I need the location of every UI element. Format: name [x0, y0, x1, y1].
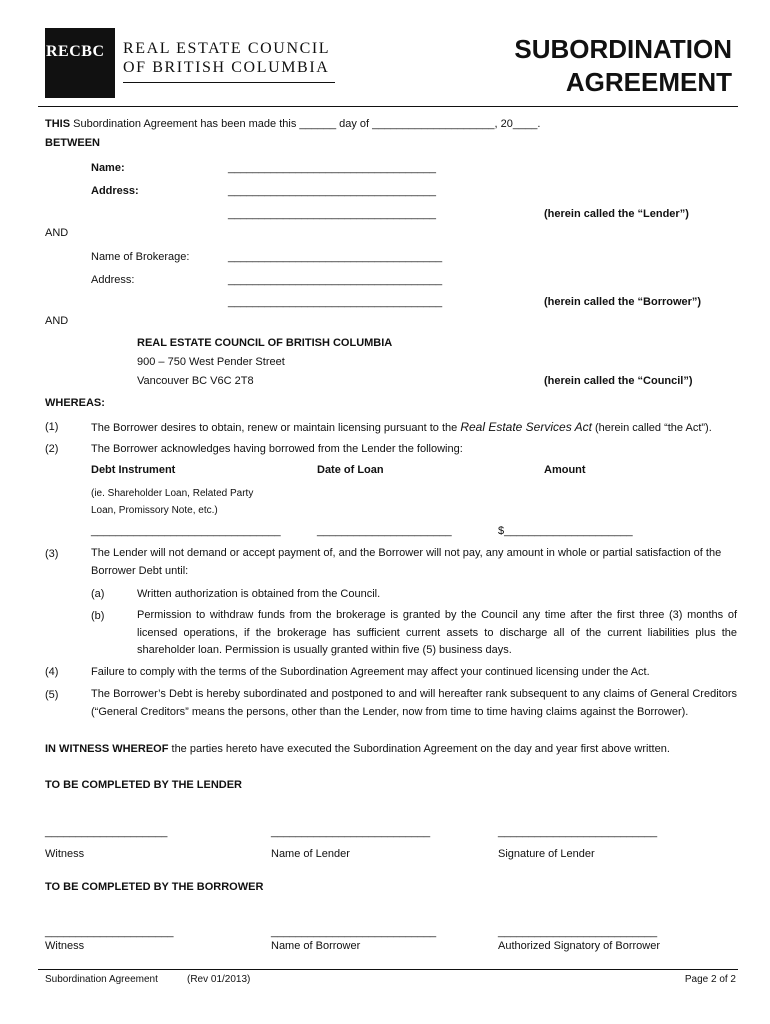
clause-3-number: (3): [45, 548, 59, 560]
clause-5-number: (5): [45, 689, 59, 701]
council-herein: (herein called the “Council”): [544, 375, 693, 387]
logo-mark: RECBC: [46, 43, 105, 60]
footer-revision: (Rev 01/2013): [187, 974, 251, 985]
in-witness-rest: the parties hereto have executed the Subordination Agreement on the day and year first above written.: [168, 743, 670, 755]
borrower-herein: (herein called the “Borrower”): [544, 296, 702, 308]
debt-instrument-header: Debt Instrument: [91, 464, 176, 476]
lender-signature-line[interactable]: __________________________: [498, 826, 658, 838]
lender-name-line[interactable]: __________________________________: [228, 162, 437, 174]
logo-line-1: REAL ESTATE COUNCIL: [123, 40, 331, 57]
header-divider: [38, 106, 738, 107]
clause-3-text: The Lender will not demand or accept payment of, and the Borrower will not pay, any amount in whole or partial satisfaction of the Borrower Debt until:: [91, 547, 722, 577]
amount-header: Amount: [544, 464, 586, 476]
page-title: [514, 33, 732, 99]
footer-page-number: Page 2 of 2: [684, 974, 736, 985]
logo-underline: [123, 82, 335, 83]
lender-name-sign-line[interactable]: __________________________: [271, 826, 431, 838]
borrower-address-label: Address:: [91, 274, 135, 286]
lender-signature-label: Signature of Lender: [498, 848, 595, 860]
intro-this: THIS: [45, 118, 71, 130]
clause-3a-text: Written authorization is obtained from the Council.: [137, 588, 381, 600]
logo-wordmark: [123, 39, 330, 77]
intro-sentence: [45, 118, 540, 130]
lender-address-line-2[interactable]: __________________________________: [228, 208, 437, 220]
clause-2-text: The Borrower acknowledges having borrowed from the Lender the following:: [91, 443, 463, 455]
clause-2-number: (2): [45, 443, 59, 455]
debt-note-line-2: Loan, Promissory Note, etc.): [91, 505, 218, 516]
lender-name-sign-label: Name of Lender: [271, 848, 350, 860]
debt-note-line-1: (ie. Shareholder Loan, Related Party: [91, 488, 254, 499]
borrower-address-line-1[interactable]: ___________________________________: [228, 274, 443, 286]
lender-witness-label: Witness: [45, 848, 85, 860]
lender-witness-line[interactable]: ____________________: [45, 826, 168, 838]
in-witness-sentence: [45, 743, 670, 755]
council-street: 900 – 750 West Pender Street: [137, 356, 285, 368]
borrower-name-sign-label: Name of Borrower: [271, 940, 361, 952]
and-label-2: AND: [45, 315, 69, 327]
recbc-logo: [45, 28, 115, 98]
clause-3a-number: (a): [91, 588, 105, 600]
borrower-address-line-2[interactable]: ___________________________________: [228, 296, 443, 308]
clause-1-number: (1): [45, 421, 59, 433]
clause-3b-number: (b): [91, 610, 105, 622]
debt-instrument-line[interactable]: _______________________________: [91, 525, 281, 537]
clause-4-number: (4): [45, 666, 59, 678]
between-label: BETWEEN: [45, 137, 100, 149]
borrower-signature-label: Authorized Signatory of Borrower: [498, 940, 661, 952]
brokerage-name-line[interactable]: ___________________________________: [228, 251, 443, 263]
footer-doc-name: Subordination Agreement: [45, 974, 158, 985]
borrower-signature-line[interactable]: __________________________: [498, 926, 658, 938]
date-of-loan-line[interactable]: ______________________: [317, 525, 452, 537]
clause-1-text: [91, 420, 712, 434]
brokerage-name-label: Name of Brokerage:: [91, 251, 190, 263]
council-name: REAL ESTATE COUNCIL OF BRITISH COLUMBIA: [137, 337, 393, 349]
borrower-name-sign-line[interactable]: ___________________________: [271, 926, 437, 938]
lender-herein: (herein called the “Lender”): [544, 208, 689, 220]
title-line-2: AGREEMENT: [565, 67, 732, 97]
intro-rest: Subordination Agreement has been made this ______ day of ____________________, 20____.: [70, 118, 541, 130]
and-label-1: AND: [45, 227, 69, 239]
council-city: Vancouver BC V6C 2T8: [137, 375, 254, 387]
borrower-witness-line[interactable]: _____________________: [45, 926, 174, 938]
date-of-loan-header: Date of Loan: [317, 464, 384, 476]
clause-5-text: The Borrower’s Debt is hereby subordinated and postponed to and will hereafter rank subsequent to any claims of General Creditors (“General Creditors” means the persons, other than the Lender, now from time to time having claims against the Borrower).: [91, 688, 737, 718]
act-name: Real Estate Services Act: [460, 420, 592, 434]
lender-section-heading: TO BE COMPLETED BY THE LENDER: [45, 779, 243, 791]
in-witness-bold: IN WITNESS WHEREOF: [45, 743, 169, 755]
whereas-label: WHEREAS:: [45, 397, 105, 409]
borrower-section-heading: TO BE COMPLETED BY THE BORROWER: [45, 881, 264, 893]
borrower-witness-label: Witness: [45, 940, 85, 952]
clause-4-text: Failure to comply with the terms of the Subordination Agreement may affect your continued licensing under the Act.: [91, 666, 650, 678]
clause-3b-text: Permission to withdraw funds from the brokerage is granted by the Council any time after the first three (3) months of licensed operations, if the brokerage has sufficient current assets to discharge all of the current liabilities plus the shareholder loan. Permission is usually granted within five (5) business days.: [137, 609, 737, 656]
lender-address-line-1[interactable]: __________________________________: [228, 185, 437, 197]
lender-address-label: Address:: [91, 185, 139, 197]
logo-line-2: OF BRITISH COLUMBIA: [123, 59, 330, 76]
clause-1-pre: The Borrower desires to obtain, renew or maintain licensing pursuant to the: [91, 422, 461, 434]
lender-name-label: Name:: [91, 162, 125, 174]
footer-divider: [38, 969, 738, 970]
amount-line[interactable]: $_____________________: [498, 525, 633, 537]
title-line-1: SUBORDINATION: [514, 34, 732, 64]
clause-1-post: (herein called “the Act”).: [591, 422, 712, 434]
